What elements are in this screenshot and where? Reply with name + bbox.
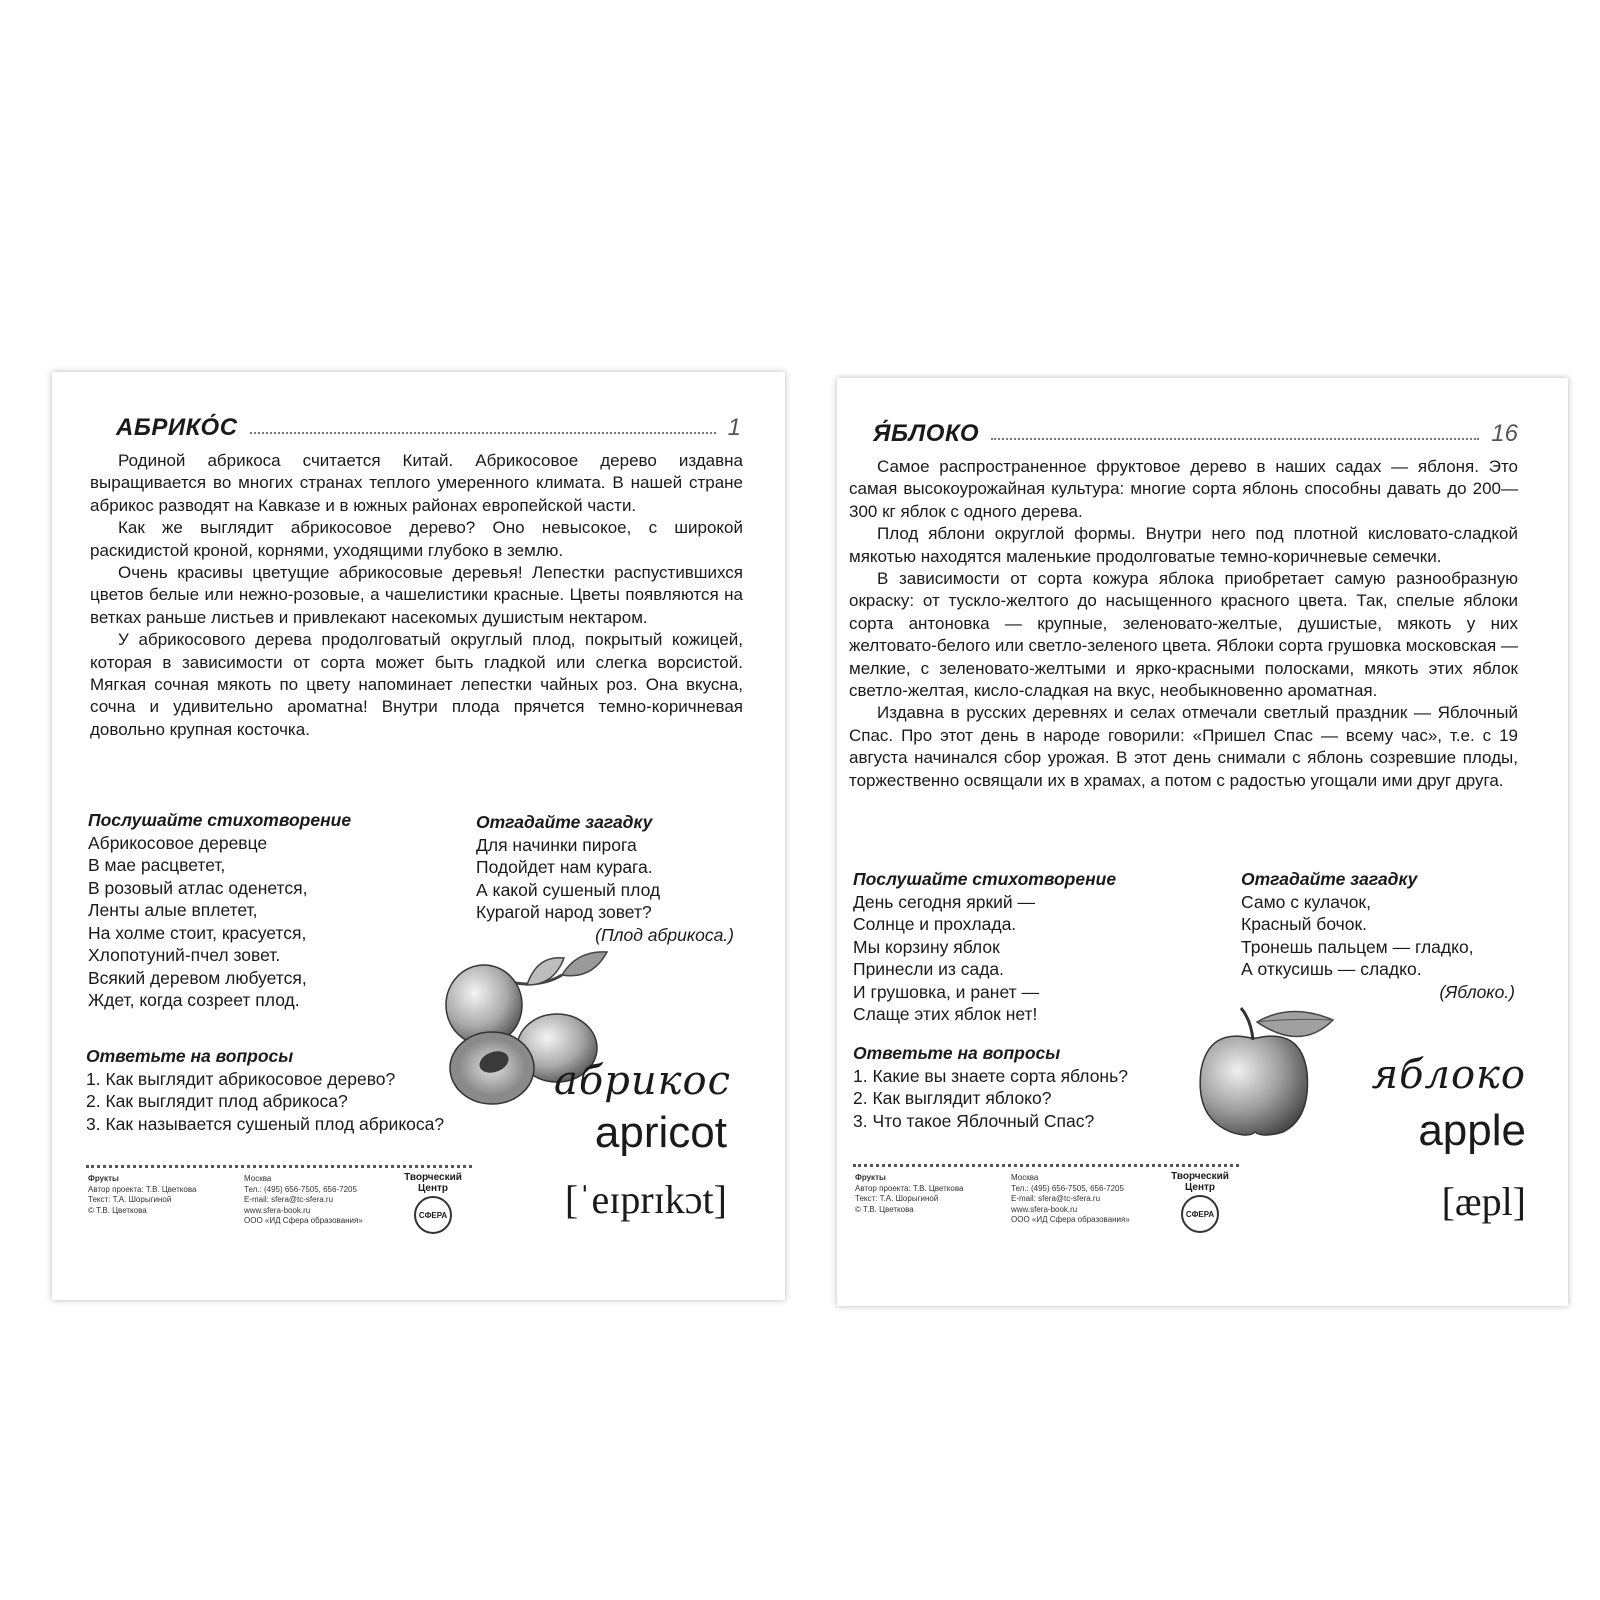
riddle-heading: Отгадайте загадку (476, 812, 653, 832)
footer-line: E-mail: sfera@tc-sfera.ru (1011, 1194, 1101, 1203)
publisher-mark (1163, 1171, 1237, 1233)
word-english: apple (1418, 1106, 1526, 1155)
poem-block (853, 868, 1116, 1026)
footer-line: © Т.В. Цветкова (855, 1204, 914, 1214)
word-transcription: [ˈeɪprɪkɔt] (564, 1177, 727, 1222)
poem-line: И грушовка, и ранет — (853, 981, 1039, 1002)
publisher-logo-icon: СФЕРА (1181, 1195, 1219, 1233)
footer-line: Тел.: (495) 656-7505, 656-7205 (1011, 1183, 1124, 1193)
card-body-text (90, 450, 743, 741)
footer-line: Москва (1011, 1173, 1039, 1182)
poem-line: Мы корзину яблок (853, 936, 1000, 957)
riddle-line: Курагой народ зовет? (476, 902, 652, 922)
word-cursive: яблоко (1371, 1052, 1526, 1098)
paragraph: Издавна в русских деревнях и селах отмечали светлый праздник — Яблочный Спас. Про этот день в народе говорили: «Пришел Спас — всему час», т.е. с 19 августа начинался сбор урожая. В этот день снимали с яблонь созревшие плоды, торжественно освящали их в храмах, а потом с радостью угощали ими друг друга. (849, 703, 1518, 790)
poem-line: Ленты алые вплетет, (88, 900, 258, 920)
paragraph: Очень красивы цветущие абрикосовые деревья! Лепестки распустившихся цветов белые или нежно-розовые, а чашелистики красные. Цветы появляются на ветках раньше листьев и привлекают насекомых душистым нектаром. (90, 563, 743, 627)
apple-illustration (1191, 1000, 1341, 1140)
card-header (873, 408, 1518, 448)
footer-line: Москва (244, 1174, 272, 1183)
questions-block (853, 1042, 1128, 1132)
publisher-mark (396, 1172, 470, 1234)
question-item: 3. Как называется сушеный плод абрикоса? (86, 1113, 445, 1134)
title-dotted-leader (991, 438, 1479, 440)
paragraph: В зависимости от сорта кожура яблока приобретает самую разнообразную окраску: от тускло-желтого до насыщенного красного цвета. Так, спелые яблоки сорта антоновка — крупные, зеленовато-желтые, душистые, мякоть у них желтовато-белого или светло-зеленого цвета. Яблоки сорта грушовка московская — мелкие, с зеленовато-желтыми и ярко-красными полосками, мякоть этих яблок светло-желтая, кисло-сладкая на вкус, необыкновенно ароматная. (849, 569, 1518, 701)
poem-line: Хлопотуний-пчел зовет. (88, 945, 281, 965)
title-dotted-leader (250, 432, 716, 434)
riddle-block (1241, 868, 1515, 1003)
word-cursive: абрикос (554, 1058, 731, 1104)
question-item: 2. Как выглядит плод абрикоса? (86, 1091, 348, 1111)
poem-line: Ждет, когда созреет плод. (88, 990, 300, 1010)
questions-block (86, 1045, 444, 1135)
riddle-block (476, 811, 734, 946)
card-header (116, 402, 741, 442)
footer-line: ООО «ИД Сфера образования» (1011, 1215, 1130, 1224)
footer-line: Фрукты (88, 1174, 119, 1183)
footer-line: Тел.: (495) 656-7505, 656-7205 (244, 1184, 357, 1194)
footer-line: E-mail: sfera@tc-sfera.ru (244, 1195, 334, 1204)
question-item: 1. Какие вы знаете сорта яблонь? (853, 1065, 1128, 1086)
questions-heading: Ответьте на вопросы (86, 1046, 294, 1066)
riddle-heading: Отгадайте загадку (1241, 869, 1418, 889)
question-item: 1. Как выглядит абрикосовое дерево? (86, 1068, 396, 1089)
footer-line: www.sfera-book.ru (244, 1205, 311, 1215)
question-item: 2. Как выглядит яблоко? (853, 1088, 1052, 1108)
card-title: Я́БЛОКО (873, 420, 980, 447)
question-item: 3. Что такое Яблочный Спас? (853, 1110, 1095, 1131)
footer-line: Автор проекта: Т.В. Цветкова (88, 1184, 197, 1194)
riddle-line: А откусишь — сладко. (1241, 959, 1422, 979)
footer-line: © Т.В. Цветкова (88, 1205, 147, 1215)
poem-line: На холме стоит, красуется, (88, 922, 307, 943)
riddle-line: А какой сушеный плод (476, 879, 661, 900)
card-body-text (849, 456, 1518, 792)
riddle-line: Для начинки пирога (476, 834, 637, 855)
paragraph: Плод яблони округлой формы. Внутри него под плотной кисловато-сладкой мякотью находятся маленькие продолговатые темно-коричневые семечки. (849, 524, 1518, 566)
poem-line: День сегодня яркий — (853, 891, 1036, 912)
riddle-line: Тронешь пальцем — гладко, (1241, 936, 1474, 957)
poem-line: Принесли из сада. (853, 959, 1005, 979)
footer-line: ООО «ИД Сфера образования» (244, 1216, 363, 1225)
footer-line: Текст: Т.А. Шорыгиной (88, 1195, 172, 1204)
footer-divider (86, 1165, 472, 1168)
footer-divider (853, 1164, 1239, 1167)
questions-heading: Ответьте на вопросы (853, 1043, 1061, 1063)
card-number: 1 (727, 414, 741, 441)
poem-line: Слаще этих яблок нет! (853, 1004, 1038, 1024)
card-title: АБРИКО́С (116, 414, 238, 441)
card-number: 16 (1491, 420, 1518, 447)
footer-line: www.sfera-book.ru (1011, 1204, 1078, 1214)
footer-contacts (244, 1174, 363, 1227)
footer-line: Текст: Т.А. Шорыгиной (855, 1194, 939, 1203)
poem-line: В розовый атлас оденется, (88, 877, 308, 898)
riddle-answer: (Плод абрикоса.) (595, 924, 734, 945)
poem-line: В мае расцветет, (88, 855, 226, 875)
paragraph: Как же выглядит абрикосовое дерево? Оно невысокое, с широкой раскидистой кроной, корнями, уходящими глубоко в землю. (90, 518, 743, 560)
footer-line: Фрукты (855, 1173, 886, 1182)
publisher-name: Творческий Центр (404, 1172, 462, 1194)
publisher-logo-icon: СФЕРА (414, 1196, 452, 1234)
riddle-line: Само с кулачок, (1241, 891, 1371, 912)
card-apple (837, 378, 1568, 1306)
poem-line: Всякий деревом любуется, (88, 967, 307, 988)
poem-heading: Послушайте стихотворение (88, 810, 352, 830)
footer-credits (88, 1174, 196, 1216)
word-english: apricot (594, 1108, 727, 1157)
riddle-line: Подойдет нам курага. (476, 857, 653, 877)
poem-heading: Послушайте стихотворение (853, 869, 1117, 889)
publisher-name: Творческий Центр (1171, 1171, 1229, 1193)
footer-credits (855, 1173, 963, 1215)
paragraph: Самое распространенное фруктовое дерево в наших садах — яблоня. Это самая высокоурожайная культура: многие сорта яблонь способны давать до 200—300 кг яблок с одного дерева. (849, 457, 1518, 521)
poem-block (88, 809, 351, 1012)
paragraph: Родиной абрикоса считается Китай. Абрикосовое дерево издавна выращивается во многих странах теплого умеренного климата. В нашей стране абрикос разводят на Кавказе и в южных районах европейской части. (90, 451, 743, 515)
poem-line: Абрикосовое деревце (88, 832, 268, 853)
poem-line: Солнце и прохлада. (853, 914, 1017, 934)
riddle-answer: (Яблоко.) (1439, 981, 1515, 1002)
paragraph: У абрикосового дерева продолговатый округлый плод, покрытый кожицей, которая в зависимости от сорта может быть гладкой или слегка ворсистой. Мягкая сочная мякоть по цвету напоминает лепестки чайных роз. Она вкусна, сочна и удивительно ароматна! Внутри плода прячется темно-коричневая довольно крупная косточка. (90, 630, 743, 739)
footer-line: Автор проекта: Т.В. Цветкова (855, 1183, 964, 1193)
footer-contacts (1011, 1173, 1130, 1226)
riddle-line: Красный бочок. (1241, 914, 1368, 934)
card-apricot (52, 372, 785, 1300)
word-transcription: [æpl] (1441, 1179, 1526, 1224)
